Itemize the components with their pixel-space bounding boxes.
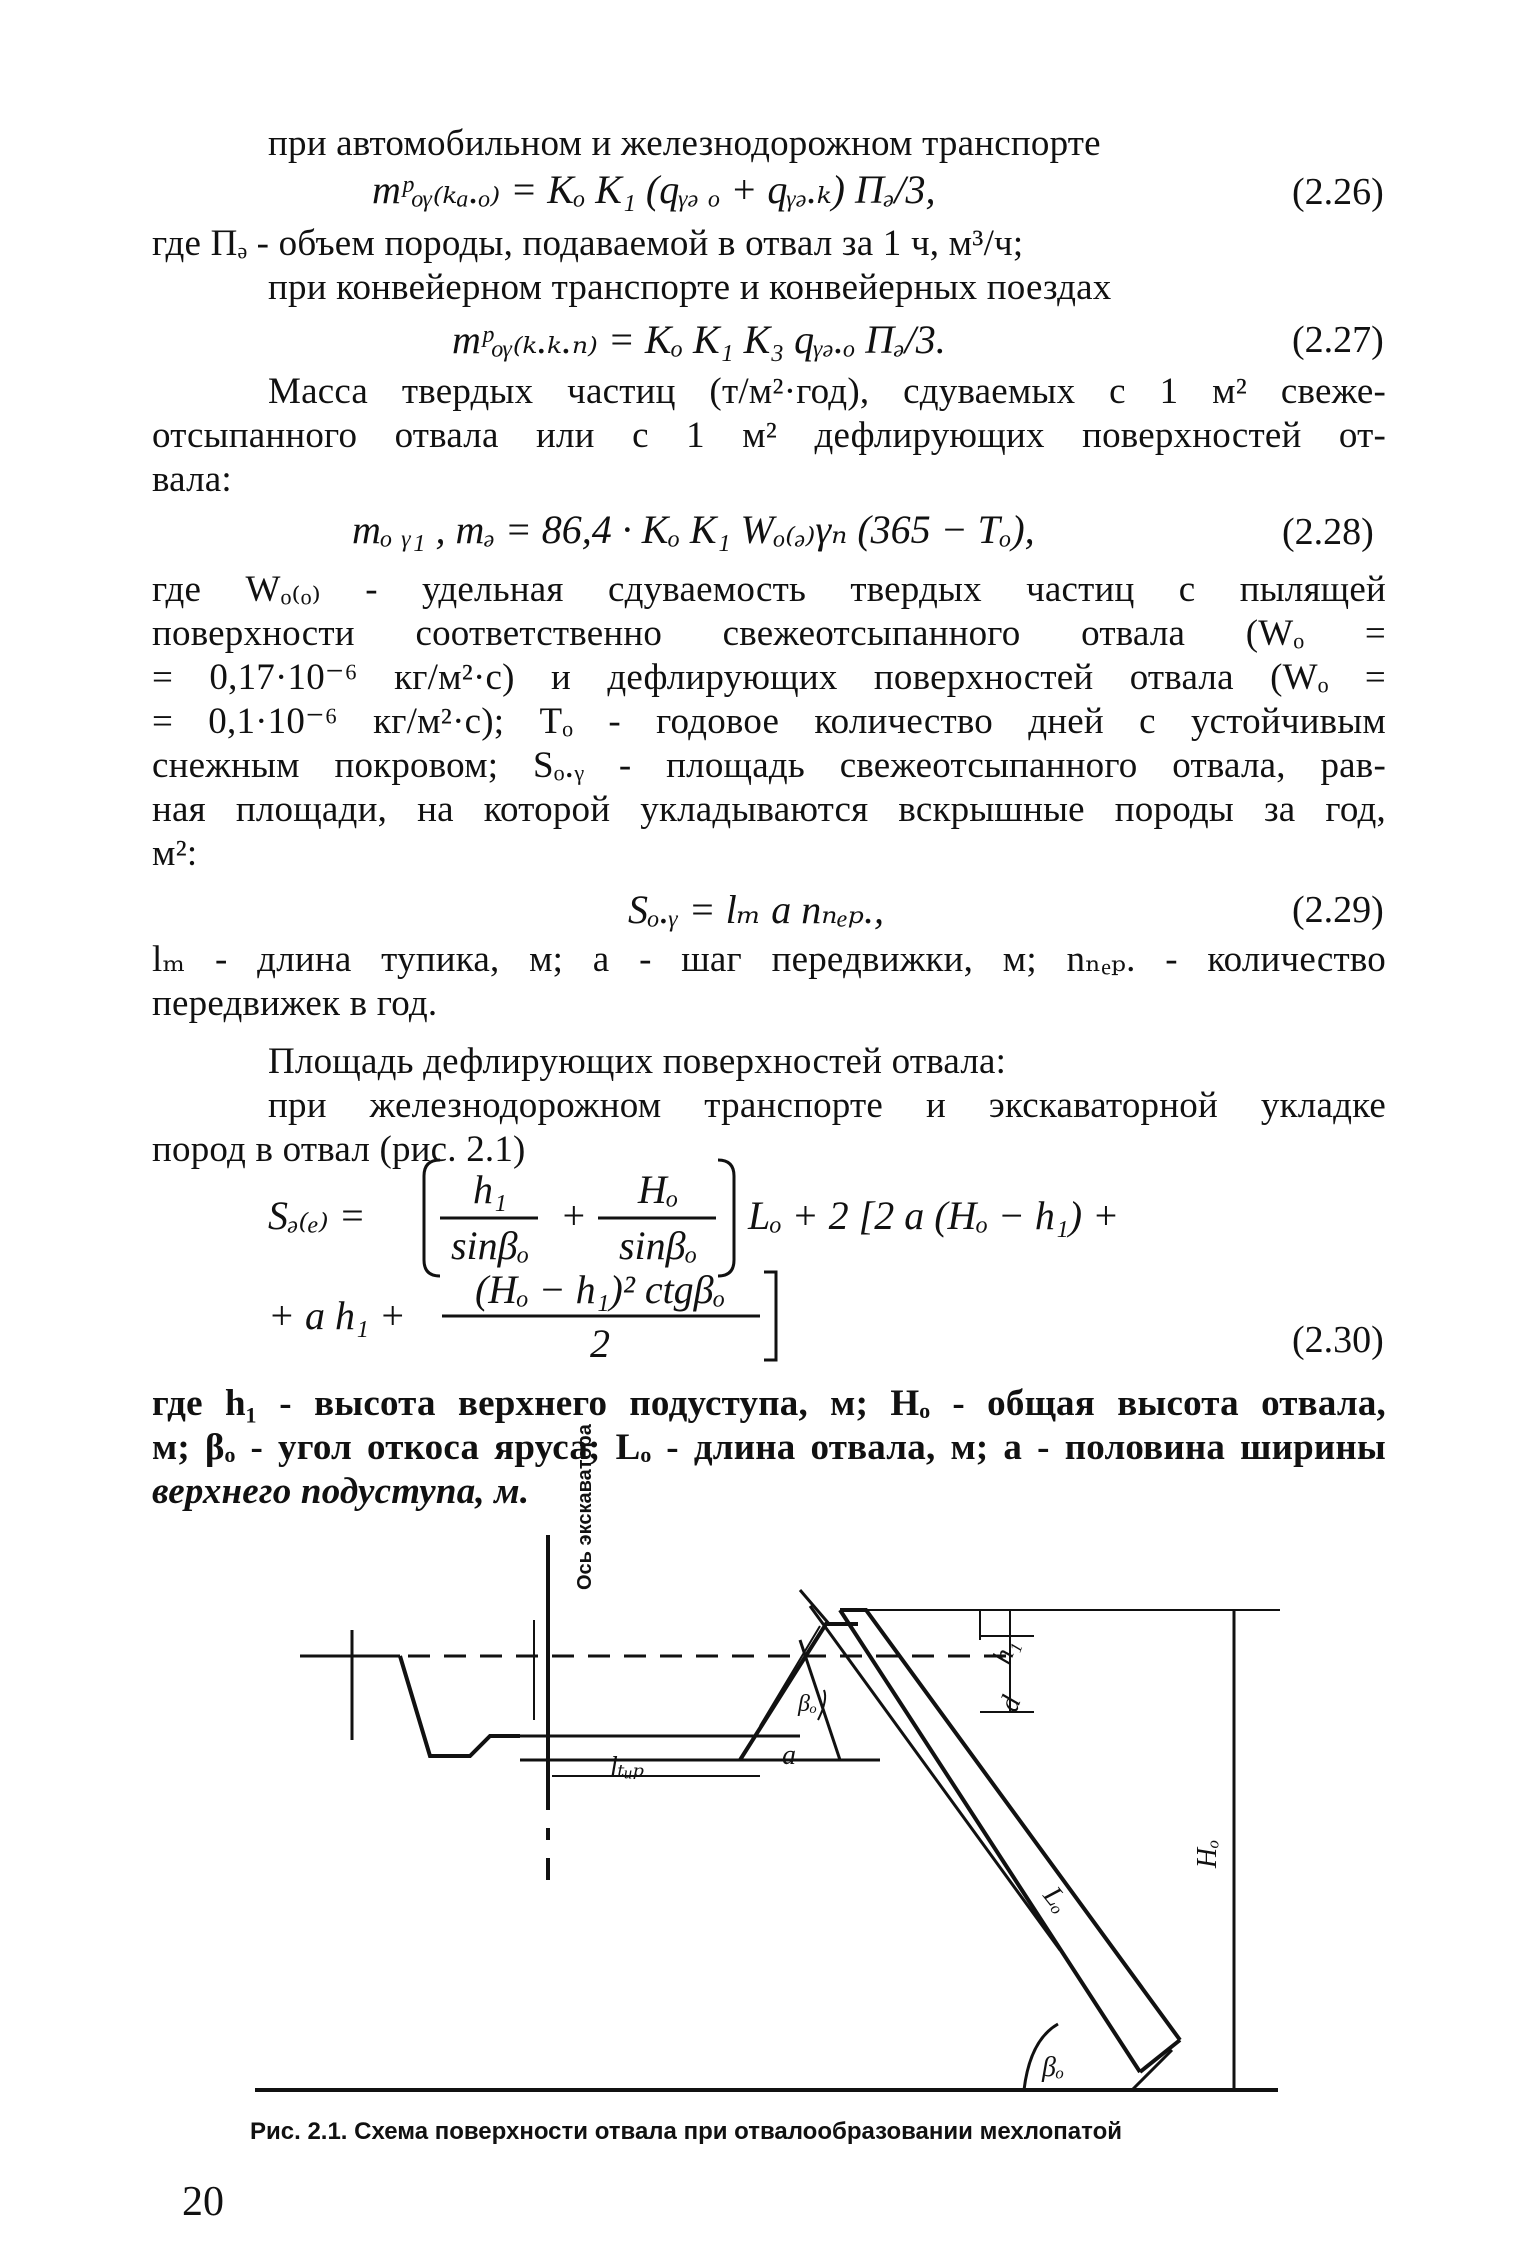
label-l-tup: lₜᵤₚ (610, 1752, 645, 1783)
text-line: м; βₒ - угол откоса яруса; Lₒ - длина отвала, м; a - половина ширины (152, 1427, 1386, 1468)
fraction-denominator: sinβₒ (450, 1223, 530, 1268)
page-number: 20 (182, 2179, 224, 2225)
text-line: при конвейерном транспорте и конвейерных поездах (268, 267, 1112, 308)
text-line: при железнодорожном транспорте и экскаваторной укладке (268, 1085, 1386, 1126)
label-a: a (782, 1740, 796, 1771)
equation-2-29: Sₒ.ᵧ = lₘ a nₙₑₚ., (628, 887, 884, 932)
equation-2-30-line2: + a h₁ + (268, 1293, 406, 1338)
equation-number: (2.27) (1292, 319, 1384, 361)
label-d: d (993, 1691, 1028, 1716)
text-line: где h₁ - высота верхнего подуступа, м; Hₒ - общая высота отвала, (152, 1383, 1386, 1424)
excavator-axis-label: Ось экскаватора (574, 1424, 596, 1590)
fraction-denominator: 2 (590, 1321, 610, 1366)
fraction-numerator: Hₒ (637, 1167, 679, 1212)
text-line: вала: (152, 459, 232, 500)
equation-number: (2.30) (1292, 1319, 1384, 1361)
text-line: верхнего подуступа, м. (152, 1471, 530, 1512)
text-line: пород в отвал (рис. 2.1) (152, 1129, 526, 1170)
text-line: снежным покровом; Sₒ.ᵧ - площадь свежеотсыпанного отвала, рав- (152, 745, 1386, 786)
equation-number: (2.26) (1292, 171, 1384, 213)
label-Ho: Hₒ (1192, 1839, 1224, 1869)
text-line: при автомобильном и железнодорожном транспорте (268, 123, 1101, 164)
text-line: поверхности соответственно свежеотсыпанного отвала (Wₒ = (152, 613, 1386, 654)
text-line: м²: (152, 833, 198, 874)
text-line: Площадь дефлирующих поверхностей отвала: (268, 1041, 1007, 1082)
label-Lo: Lₒ (1036, 1880, 1076, 1919)
text-line: где Wₒ₍ₒ₎ - удельная сдуваемость твердых частиц с пылящей (152, 569, 1386, 610)
text-line: ная площади, на которой укладываются вскрышные породы за год, (152, 789, 1386, 830)
equation-2-30-rest: Lₒ + 2 [2 a (Hₒ − h₁) + (748, 1193, 1120, 1238)
text-line: = 0,17·10⁻⁶ кг/м²·с) и дефлирующих поверхностей отвала (Wₒ = (152, 657, 1386, 698)
text-line: где Пₔ - объем породы, подаваемой в отвал за 1 ч, м³/ч; (152, 223, 1024, 264)
fraction-denominator: sinβₒ (618, 1223, 698, 1268)
figure-caption: Рис. 2.1. Схема поверхности отвала при отвалообразовании мехлопатой (250, 2118, 1122, 2145)
fraction-numerator: (Hₒ − h₁)² ctgβₒ (474, 1267, 726, 1312)
label-h1: h₁ (986, 1635, 1025, 1669)
equation-2-30-lhs: Sₔ₍ₑ₎ = (268, 1193, 366, 1238)
text-line: lₘ - длина тупика, м; a - шаг передвижки, м; nₙₑₚ. - количество (152, 939, 1386, 980)
text-line: отсыпанного отвала или с 1 м² дефлирующих поверхностей от- (152, 415, 1386, 456)
label-beta: βₒ (1042, 2052, 1064, 2083)
text-line: передвижек в год. (152, 983, 438, 1024)
equation-operator: + (560, 1193, 587, 1238)
equation-2-27: mᵖₒᵧ₍ₖ.ₖ.ₙ₎ = Kₒ K₁ K₃ qᵧₔ.ₒ Πₔ/3. (452, 317, 946, 362)
equation-number: (2.28) (1282, 511, 1374, 553)
text-line: Масса твердых частиц (т/м²·год), сдуваемых с 1 м² свеже- (268, 371, 1386, 412)
equation-number: (2.29) (1292, 889, 1384, 931)
text-line: = 0,1·10⁻⁶ кг/м²·с); Tₒ - годовое количество дней с устойчивым (152, 701, 1386, 742)
equation-2-28: mₒ ᵧ₁ , mₔ = 86,4 · Kₒ K₁ Wₒ₍ₔ₎γₙ (365 − Tₒ), (352, 507, 1035, 552)
equation-2-26: mᵖₒᵧ₍ₖₐ.ₒ₎ = Kₒ K₁ (qᵧₔ ₒ + qᵧₔ.ₖ) Πₔ/3, (372, 167, 936, 212)
fraction-numerator: h₁ (473, 1167, 507, 1212)
label-beta-small: βₒ (798, 1691, 817, 1717)
